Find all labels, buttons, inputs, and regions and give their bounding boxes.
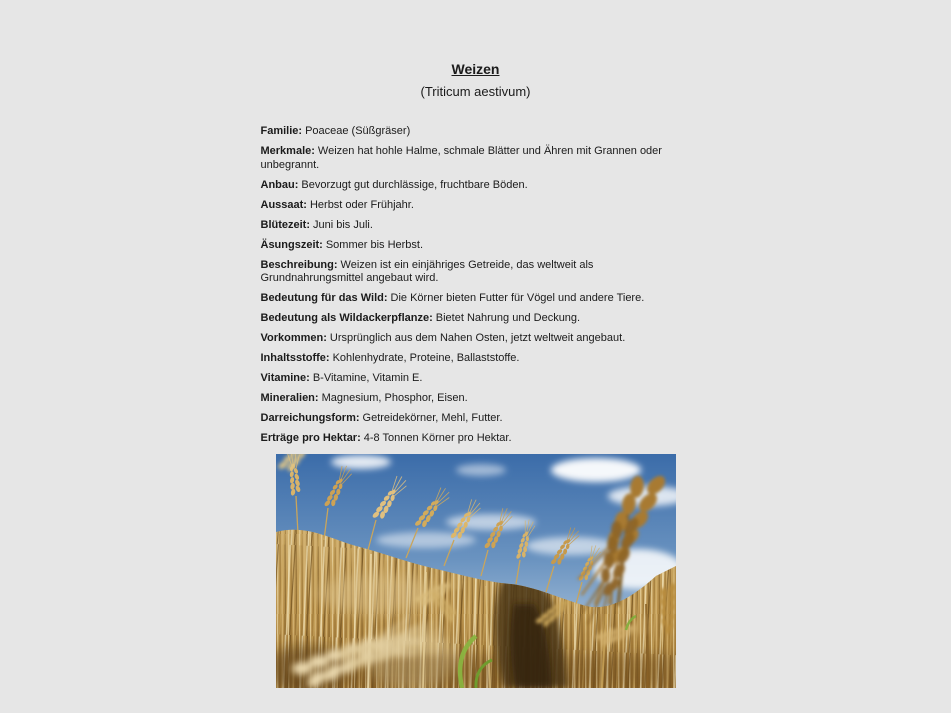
field-label: Darreichungsform: (260, 412, 360, 424)
field-bedeutung-wild (261, 292, 691, 306)
field-label: Mineralien: (260, 392, 319, 404)
field-label: Vorkommen: (260, 332, 327, 344)
field-label: Beschreibung: (260, 258, 338, 271)
field-familie (261, 125, 691, 139)
page-title: Weizen (451, 61, 500, 77)
field-vitamine (261, 372, 691, 386)
field-text: 4-8 Tonnen Körner pro Hektar. (363, 432, 512, 444)
field-text: Sommer bis Herbst. (325, 238, 424, 251)
field-mineralien (261, 392, 691, 406)
field-bedeutung-wildacker (261, 312, 691, 326)
field-text: Kohlenhydrate, Proteine, Ballaststoffe. (332, 352, 520, 364)
field-text: Herbst oder Frühjahr. (309, 198, 414, 211)
page-subtitle: (Triticum aestivum) (420, 84, 531, 99)
field-label: Vitamine: (260, 372, 310, 384)
wheat-field-photo-art (276, 454, 676, 688)
field-text: Juni bis Juli. (313, 218, 373, 231)
field-label: Bedeutung als Wildackerpflanze: (260, 312, 433, 324)
field-label: Anbau: (260, 178, 299, 191)
field-merkmale (261, 145, 691, 172)
field-text: Weizen ist ein einjähriges Getreide, das weltweit als Grundnahrungsmittel angebaut wird. (260, 258, 594, 284)
field-label: Bedeutung für das Wild: (260, 292, 388, 304)
field-text: Ursprünglich aus dem Nahen Osten, jetzt weltweit angebaut. (329, 332, 626, 344)
field-text: Bevorzugt gut durchlässige, fruchtbare Böden. (301, 178, 528, 191)
field-vorkommen (261, 332, 691, 346)
wheat-field-photo (276, 454, 676, 688)
field-label: Aussaat: (260, 198, 307, 211)
field-text: Bietet Nahrung und Deckung. (435, 312, 581, 324)
field-beschreibung (261, 259, 691, 286)
field-text: Poaceae (Süßgräser) (305, 125, 411, 137)
field-text: Weizen hat hohle Halme, schmale Blätter und Ähren mit Grannen oder unbegrannt. (260, 145, 662, 171)
field-darreichungsform (261, 412, 691, 426)
field-text: Magnesium, Phosphor, Eisen. (321, 392, 468, 404)
plant-fact-sheet (261, 0, 691, 688)
field-label: Familie: (260, 125, 303, 137)
field-label: Blütezeit: (260, 218, 310, 231)
field-inhaltsstoffe (261, 352, 691, 366)
field-anbau (261, 179, 691, 193)
field-text: Die Körner bieten Futter für Vögel und andere Tiere. (390, 292, 645, 304)
field-label: Äsungszeit: (260, 238, 323, 251)
field-text: Getreidekörner, Mehl, Futter. (362, 412, 503, 424)
field-label: Merkmale: (260, 145, 315, 157)
field-ertraege (261, 432, 691, 446)
field-label: Inhaltsstoffe: (260, 352, 330, 364)
field-text: B-Vitamine, Vitamin E. (312, 372, 423, 384)
field-aesungszeit (261, 239, 691, 253)
field-aussaat (261, 199, 691, 213)
field-bluetezeit (261, 219, 691, 233)
field-label: Erträge pro Hektar: (260, 432, 361, 444)
